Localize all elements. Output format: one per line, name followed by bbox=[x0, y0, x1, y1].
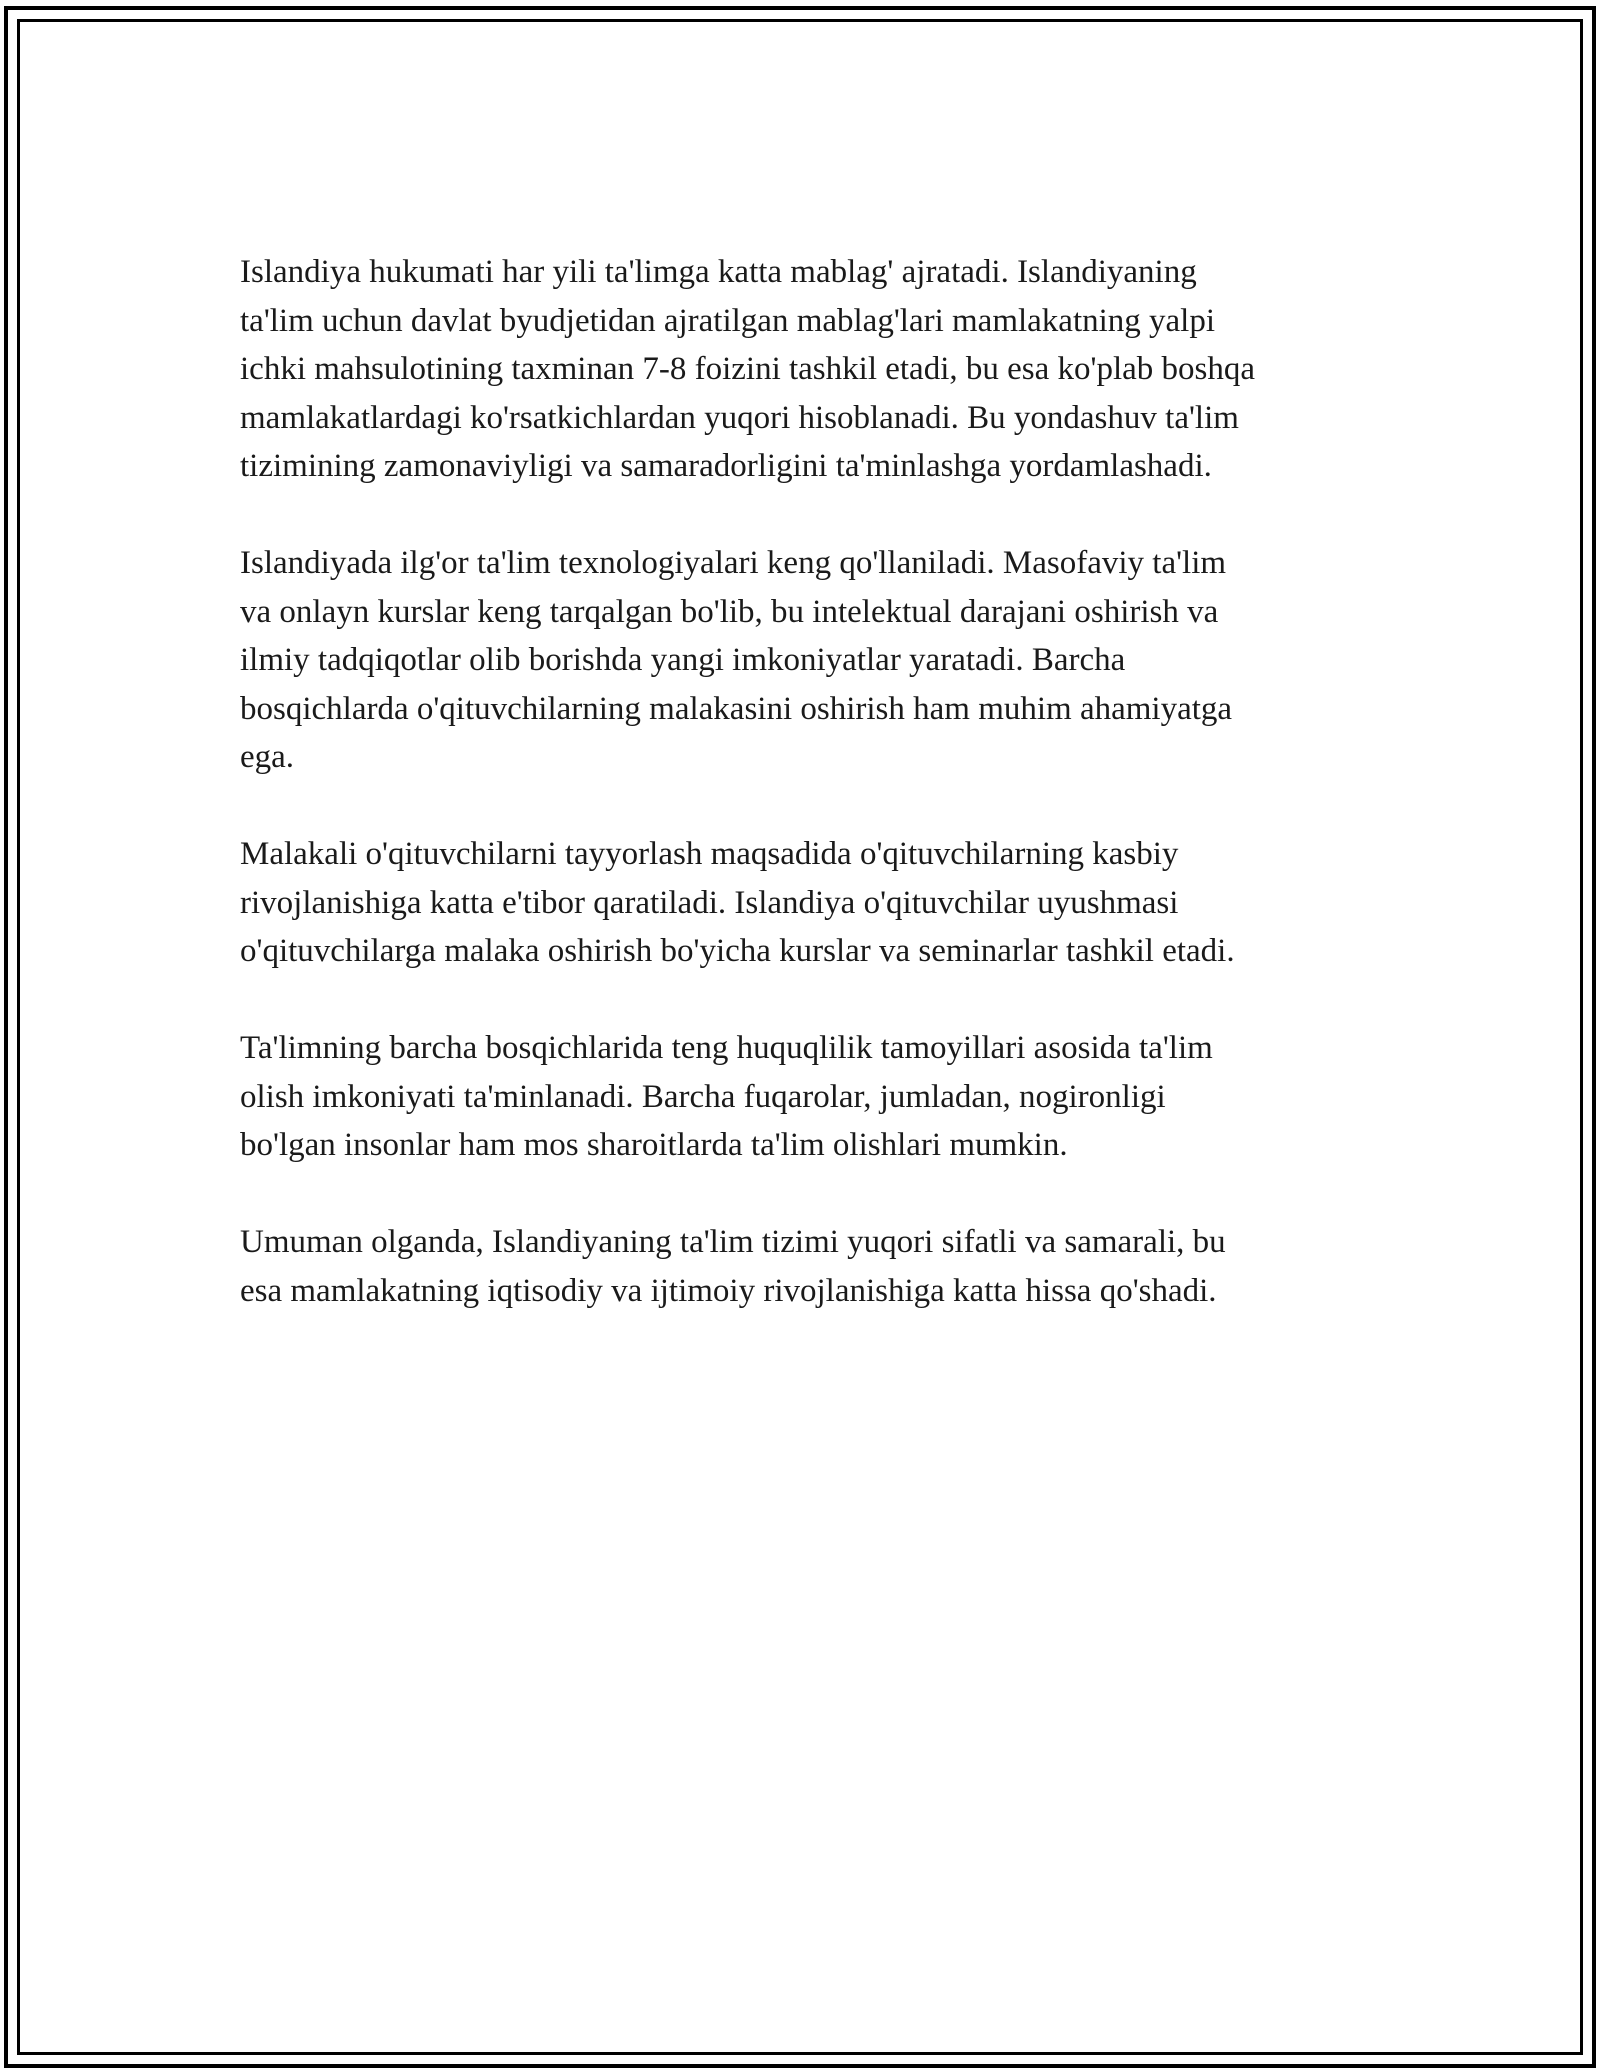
paragraph-conclusion: Umuman olganda, Islandiyaning ta'lim tizimi yuqori sifatli va samarali, bu esa mamlakatning iqtisodiy va ijtimoiy rivojlanishiga katta hissa qo'shadi. bbox=[240, 1224, 1226, 1309]
paragraph-equal-access: Ta'limning barcha bosqichlarida teng huquqlilik tamoyillari asosida ta'lim olish imkoniyati ta'minlanadi. Barcha fuqarolar, jumladan, nogironligi bo'lgan insonlar ham mos sharoitlarda ta'lim olishlari mumkin. bbox=[240, 1030, 1213, 1163]
page-inner-border bbox=[17, 19, 1583, 2055]
page-outer-border bbox=[4, 6, 1596, 2068]
paragraph-education-funding: Islandiya hukumati har yili ta'limga katta mablag' ajratadi. Islandiyaning ta'lim uchun davlat byudjetidan ajratilgan mablag'lari mamlakatning yalpi ichki mahsulotining taxminan 7-8 foizini tashkil etadi, bu esa ko'plab boshqa mamlakatlardagi ko'rsatkichlardan yuqori hisoblanadi. Bu yondashuv ta'lim tizimining zamonaviyligi va samaradorligini ta'minlashga yordamlashadi. bbox=[240, 254, 1256, 484]
document-body bbox=[240, 248, 1400, 1315]
paragraph-teacher-training: Malakali o'qituvchilarni tayyorlash maqsadida o'qituvchilarning kasbiy rivojlanishiga katta e'tibor qaratiladi. Islandiya o'qituvchilar uyushmasi o'qituvchilarga malaka oshirish bo'yicha kurslar va seminarlar tashkil etadi. bbox=[240, 836, 1235, 969]
paragraph-education-technology: Islandiyada ilg'or ta'lim texnologiyalari keng qo'llaniladi. Masofaviy ta'lim va onlayn kurslar keng tarqalgan bo'lib, bu intelektual darajani oshirish va ilmiy tadqiqotlar olib borishda yangi imkoniyatlar yaratadi. Barcha bosqichlarda o'qituvchilarning malakasini oshirish ham muhim ahamiyatga ega. bbox=[240, 545, 1233, 775]
